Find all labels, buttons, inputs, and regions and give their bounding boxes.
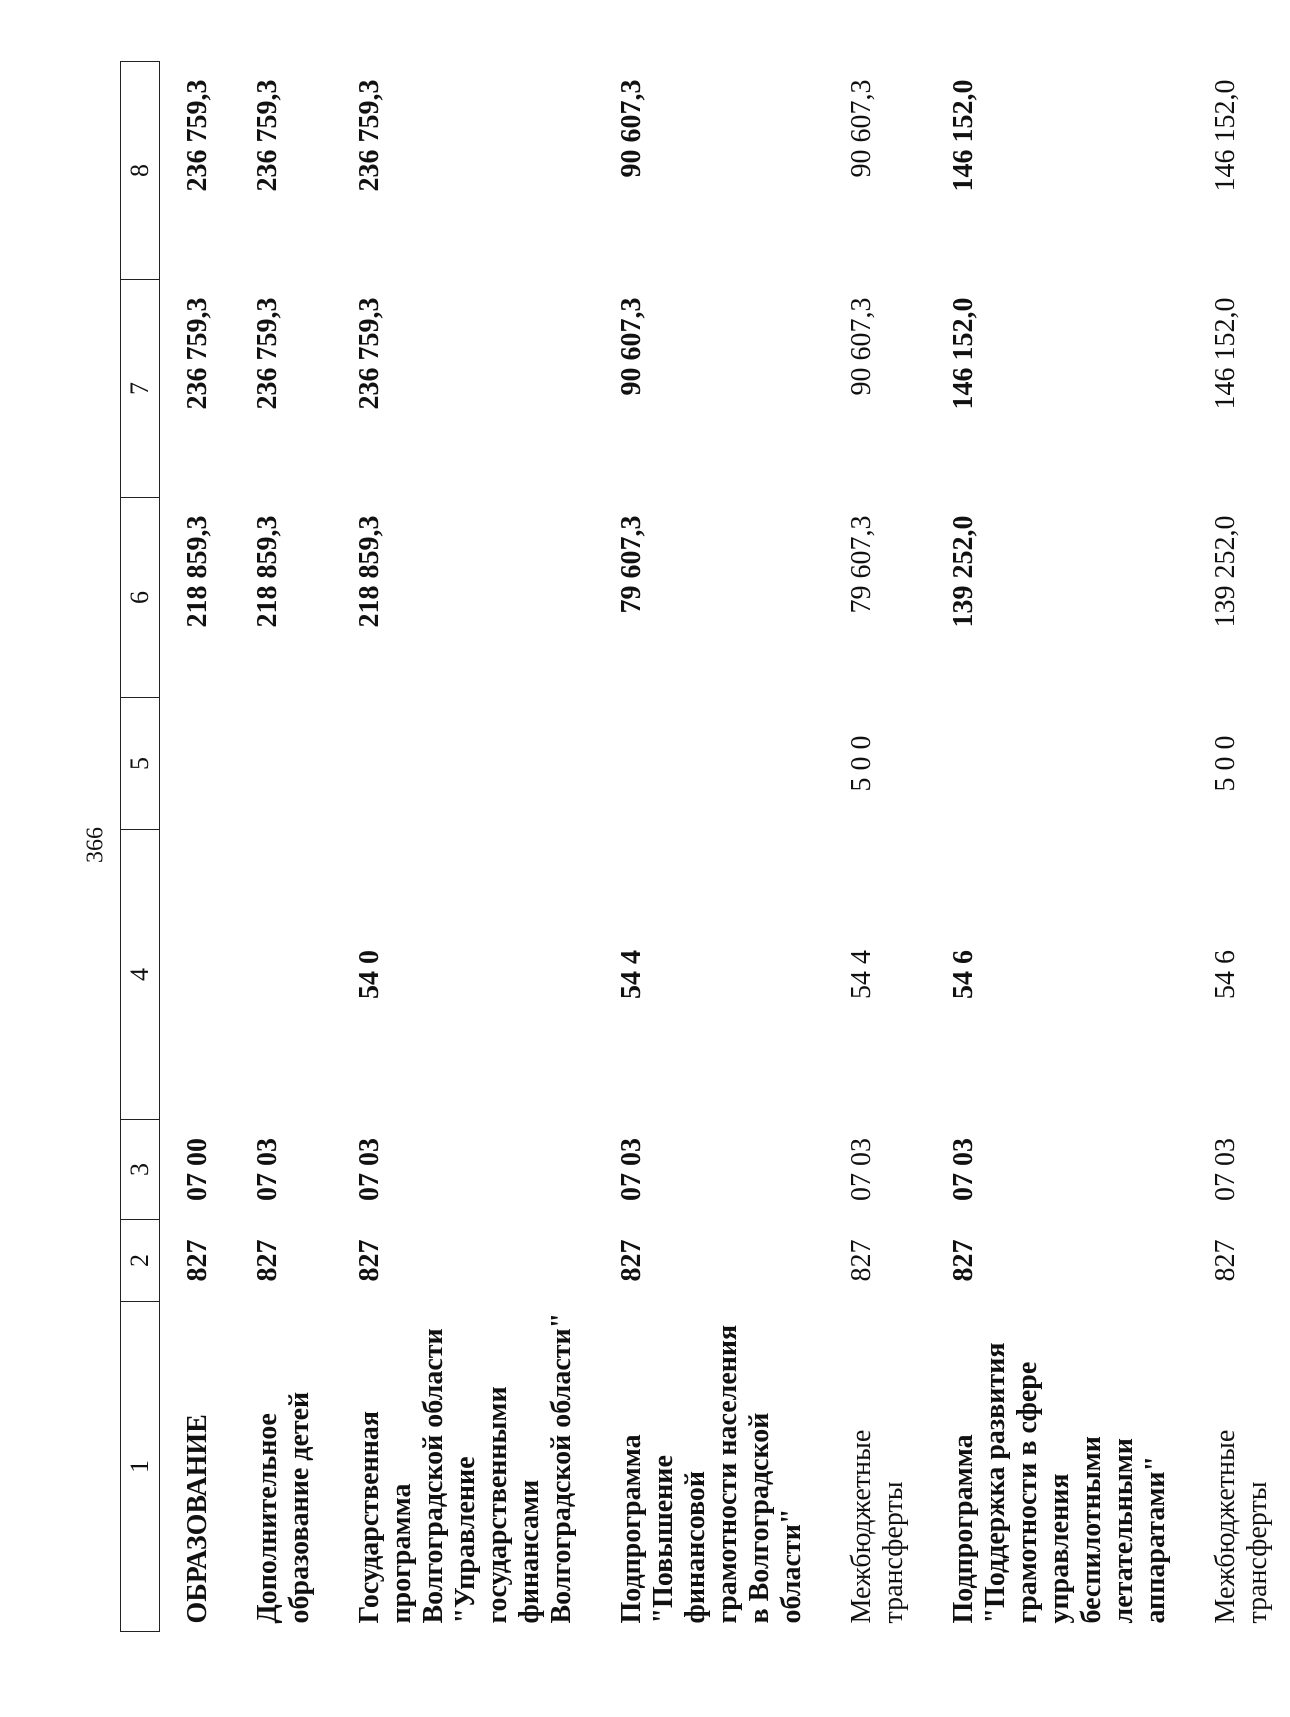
- column-number: 1: [121, 1302, 160, 1632]
- cell-amount: 90 607,3: [846, 297, 877, 396]
- column-number: 5: [121, 698, 160, 830]
- cell-amount: 90 607,3: [616, 297, 647, 396]
- row-name: ОБРАЗОВАНИЕ: [182, 1414, 213, 1624]
- column-number: 4: [121, 830, 160, 1120]
- cell-amount: 236 759,3: [252, 79, 283, 192]
- cell-expense-type: [926, 698, 1188, 830]
- cell-section: 07 03: [354, 1138, 385, 1201]
- table-row: [332, 62, 594, 1632]
- cell-amount: 146 152,0: [948, 297, 979, 410]
- cell-amount: 90 607,3: [846, 79, 877, 178]
- cell-amount: 218 859,3: [354, 515, 385, 628]
- cell-amount: 146 152,0: [1210, 79, 1241, 192]
- column-number: 2: [121, 1220, 160, 1302]
- column-number: 6: [121, 498, 160, 698]
- page-number-text: 366: [82, 827, 109, 863]
- cell-code: 827: [182, 1239, 213, 1282]
- cell-section: 07 03: [616, 1138, 647, 1201]
- cell-expense-type: 5 0 0: [1210, 735, 1241, 792]
- cell-code: 827: [846, 1239, 877, 1282]
- budget-table: [120, 61, 1290, 1632]
- cell-amount: 236 759,3: [182, 79, 213, 192]
- row-name: Межбюджетные трансферты: [846, 1429, 909, 1624]
- cell-expense-type: 5 0 0: [846, 735, 877, 792]
- row-name: Подпрограмма "Повышение финансовой грамотности населения в Волгоградской области": [616, 1324, 807, 1624]
- cell-section: 07 03: [948, 1138, 979, 1201]
- cell-program: [230, 830, 332, 1120]
- cell-amount: 146 152,0: [1210, 297, 1241, 410]
- cell-amount: 218 859,3: [252, 515, 283, 628]
- cell-program: [160, 830, 231, 1120]
- cell-expense-type: [230, 698, 332, 830]
- rotated-table-sheet: [120, 62, 1273, 1632]
- cell-amount: 90 607,3: [616, 79, 647, 178]
- cell-amount: 146 152,0: [948, 79, 979, 192]
- table-row: [160, 62, 231, 1632]
- cell-amount: 139 252,0: [1210, 515, 1241, 628]
- cell-section: 07 00: [182, 1138, 213, 1201]
- table-row: [594, 62, 824, 1632]
- cell-expense-type: [332, 698, 594, 830]
- cell-amount: 218 859,3: [182, 515, 213, 628]
- cell-program: 54 6: [948, 950, 979, 999]
- cell-amount: 236 759,3: [354, 297, 385, 410]
- table-row: [926, 62, 1188, 1632]
- cell-code: 827: [948, 1239, 979, 1282]
- table-row: [230, 62, 332, 1632]
- cell-code: 827: [1210, 1239, 1241, 1282]
- cell-code: 827: [252, 1239, 283, 1282]
- table-row: [824, 62, 926, 1632]
- row-name: Государственная программа Волгоградской области "Управление государственными финансами Волгоградской области": [354, 1312, 577, 1624]
- cell-amount: 236 759,3: [182, 297, 213, 410]
- table-row: [1188, 62, 1290, 1632]
- row-name: Дополнительное образование детей: [252, 1391, 315, 1624]
- cell-amount: 79 607,3: [846, 515, 877, 614]
- cell-expense-type: [594, 698, 824, 830]
- cell-expense-type: [160, 698, 231, 830]
- cell-amount: 139 252,0: [948, 515, 979, 628]
- cell-code: 827: [354, 1239, 385, 1282]
- cell-amount: 79 607,3: [616, 515, 647, 614]
- column-number: 8: [121, 62, 160, 280]
- cell-amount: 236 759,3: [252, 297, 283, 410]
- cell-section: 07 03: [846, 1138, 877, 1201]
- cell-program: 54 4: [846, 950, 877, 999]
- row-name: Подпрограмма "Поддержка развития грамотности в сфере управления беспилотными летательными аппаратами": [948, 1342, 1171, 1624]
- row-name: Межбюджетные трансферты: [1210, 1429, 1273, 1624]
- cell-program: 54 0: [354, 950, 385, 999]
- column-number: 3: [121, 1120, 160, 1220]
- cell-code: 827: [616, 1239, 647, 1282]
- cell-section: 07 03: [1210, 1138, 1241, 1201]
- column-number-header: [121, 62, 160, 1632]
- cell-amount: 236 759,3: [354, 79, 385, 192]
- cell-section: 07 03: [252, 1138, 283, 1201]
- cell-program: 54 6: [1210, 950, 1241, 999]
- column-number: 7: [121, 280, 160, 498]
- cell-program: 54 4: [616, 950, 647, 999]
